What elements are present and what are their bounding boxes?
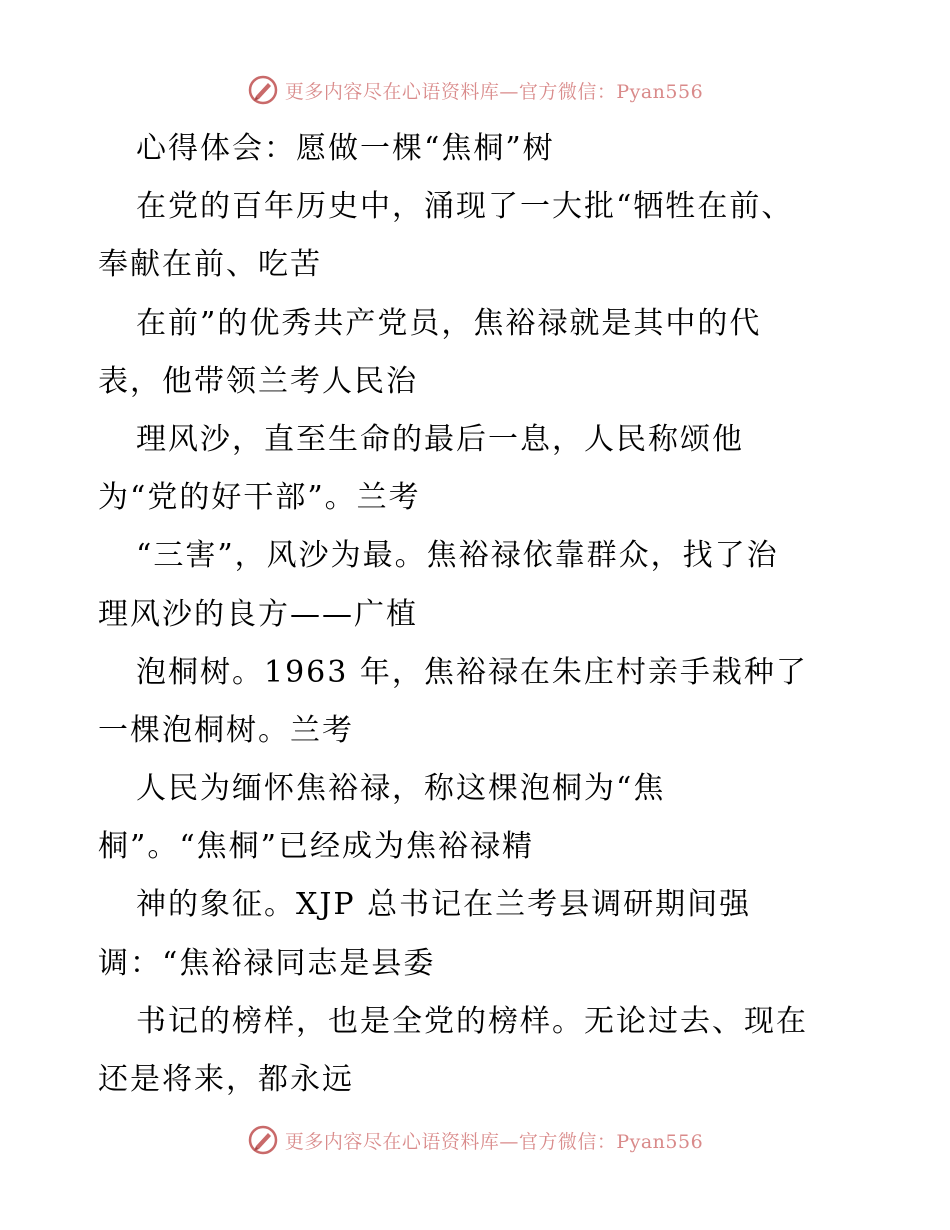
text-line: 表，他带领兰考人民治 — [98, 363, 418, 399]
text-line: 神的象征。XJP 总书记在兰考县调研期间强 — [136, 887, 752, 923]
document-body — [98, 120, 858, 1109]
pen-logo-icon — [247, 1124, 279, 1156]
text-line: 理风沙的良方——广植 — [98, 596, 418, 632]
text-line: 在前”的优秀共产党员，焦裕禄就是其中的代 — [136, 305, 762, 341]
text-line: 在党的百年历史中，涌现了一大批“牺牲在前、 — [136, 189, 794, 225]
text-line: 书记的榜样，也是全党的榜样。无论过去、现在 — [136, 1003, 808, 1039]
document-title-line: 心得体会：愿做一棵“焦桐”树 — [136, 131, 555, 166]
text-line: 泡桐树。1963 年，焦裕禄在朱庄村亲手栽种了 — [136, 654, 808, 690]
text-line: “三害”，风沙为最。焦裕禄依靠群众，找了治 — [136, 538, 779, 574]
text-line: 调：“焦裕禄同志是县委 — [98, 945, 436, 981]
text-line: 还是将来，都永远 — [98, 1062, 354, 1097]
text-line: 奉献在前、吃苦 — [98, 247, 322, 283]
header-watermark — [0, 70, 950, 110]
pen-logo-icon — [247, 74, 279, 106]
header-watermark-text: 更多内容尽在心语资料库—官方微信：Pyan556 — [284, 80, 704, 103]
text-line: 为“党的好干部”。兰考 — [98, 480, 421, 516]
footer-watermark-text: 更多内容尽在心语资料库—官方微信：Pyan556 — [284, 1130, 704, 1153]
text-line: 理风沙，直至生命的最后一息，人民称颂他 — [136, 421, 744, 457]
text-line: 人民为缅怀焦裕禄，称这棵泡桐为“焦 — [136, 771, 666, 807]
text-line: 一棵泡桐树。兰考 — [98, 712, 354, 748]
footer-watermark — [0, 1120, 950, 1160]
text-line: 桐”。“焦桐”已经成为焦裕禄精 — [98, 829, 535, 865]
